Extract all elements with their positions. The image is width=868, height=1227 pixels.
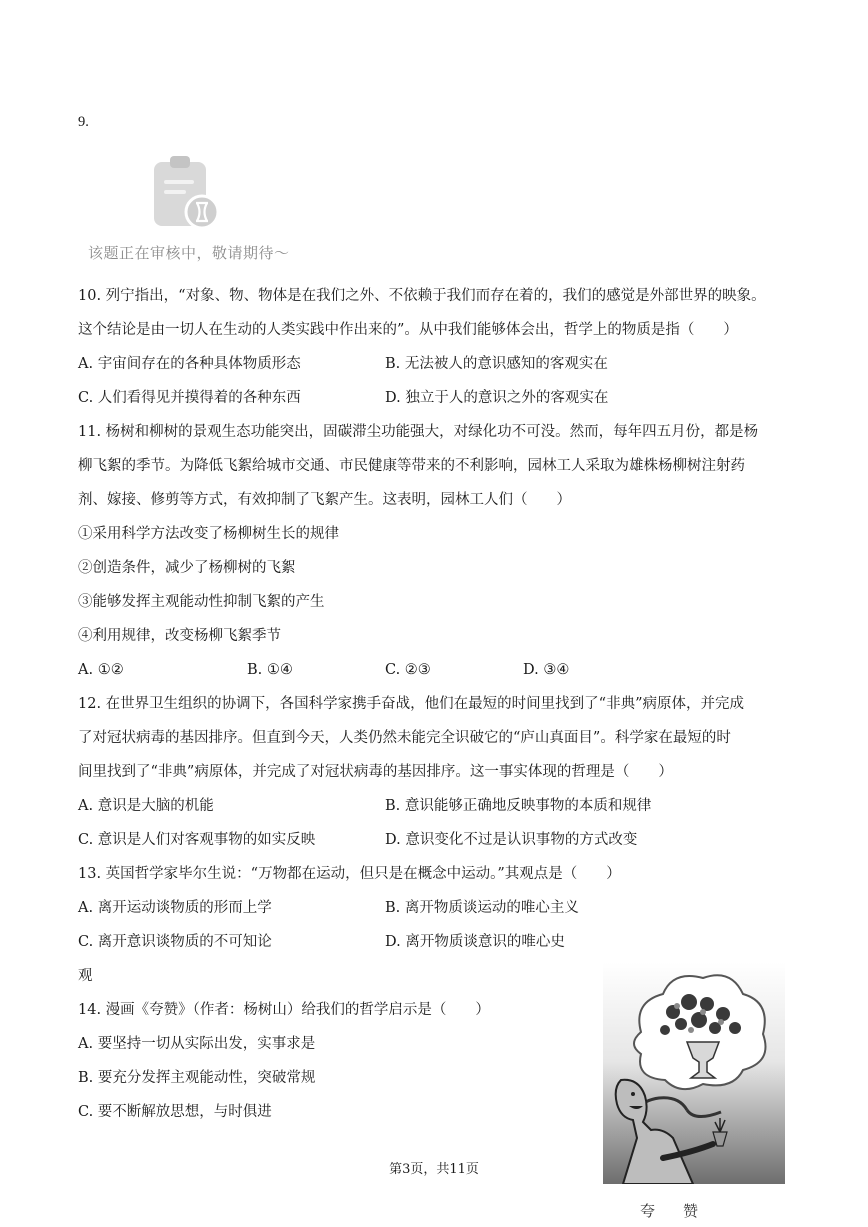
q11-option-b: B. ①④ [247,662,293,678]
q13-option-d-wrap: 观 [78,968,93,984]
q13-option-d: D. 离开物质谈意识的唯心史 [385,934,565,950]
q13-option-a: A. 离开运动谈物质的形而上学 [78,900,272,916]
q13-stem-line-1: 13. 英国哲学家毕尔生说：“万物都在运动，但只是在概念中运动。”其观点是（ ） [78,866,621,882]
q10-stem-line-1: 10. 列宁指出，“对象、物、物体是在我们之外、不依赖于我们而存在着的，我们的感觉是外部世界的映象。 [78,288,766,304]
q10-stem-line-2: 这个结论是由一切人在生动的人类实践中作出来的”。从中我们能够体会出，哲学上的物质是指（ ） [78,322,738,338]
q10-option-c: C. 人们看得见并摸得着的各种东西 [78,390,301,406]
q12-option-b: B. 意识能够正确地反映事物的本质和规律 [385,798,652,814]
q14-option-a: A. 要坚持一切从实际出发，实事求是 [78,1036,316,1052]
q11-option-c: C. ②③ [385,662,431,678]
q11-stem-line-3: 剂、嫁接、修剪等方式，有效抑制了飞絮产生。这表明，园林工人们（ ） [78,492,571,508]
q12-option-a: A. 意识是大脑的机能 [78,798,214,814]
q12-stem-line-3: 间里找到了“非典”病原体，并完成了对冠状病毒的基因排序。这一事实体现的哲理是（ ） [78,764,673,780]
q14-option-b: B. 要充分发挥主观能动性，突破常规 [78,1070,316,1086]
q11-statement-1: ①采用科学方法改变了杨柳树生长的规律 [78,526,339,542]
q12-stem-line-2: 了对冠状病毒的基因排序。但直到今天，人类仍然未能完全识破它的“庐山真面目”。科学家在最短的时 [78,730,731,746]
q11-option-a: A. ①② [78,662,124,678]
q13-option-b: B. 离开物质谈运动的唯心主义 [385,900,579,916]
q14-stem-line-1: 14. 漫画《夸赞》（作者：杨树山）给我们的哲学启示是（ ） [78,1002,490,1018]
q11-stem-line-1: 11. 杨树和柳树的景观生态功能突出，固碳滞尘功能强大，对绿化功不可没。然而，每年四五月份，都是杨 [78,424,759,440]
q9-number: 9. [78,114,89,130]
q10-option-b: B. 无法被人的意识感知的客观实在 [385,356,608,372]
q9-placeholder-text: 该题正在审核中，敬请期待～ [88,244,290,262]
q14-option-c: C. 要不断解放思想，与时俱进 [78,1104,272,1120]
page-number: 第3页，共11页 [389,1162,479,1177]
clipboard-hourglass-icon [148,152,218,232]
q11-statement-4: ④利用规律，改变杨柳飞絮季节 [78,628,281,644]
cartoon-illustration [603,962,785,1184]
q12-option-c: C. 意识是人们对客观事物的如实反映 [78,832,316,848]
q11-statement-2: ②创造条件，减少了杨柳树的飞絮 [78,560,296,576]
q10-option-d: D. 独立于人的意识之外的客观实在 [385,390,609,406]
q11-statement-3: ③能够发挥主观能动性抑制飞絮的产生 [78,594,325,610]
cartoon-caption: 夸赞 [640,1202,727,1220]
q11-stem-line-2: 柳飞絮的季节。为降低飞絮给城市交通、市民健康等带来的不利影响，园林工人采取为雄株杨柳树注射药 [78,458,745,474]
q12-option-d: D. 意识变化不过是认识事物的方式改变 [385,832,638,848]
q11-option-d: D. ③④ [523,662,570,678]
q10-option-a: A. 宇宙间存在的各种具体物质形态 [78,356,301,372]
q12-stem-line-1: 12. 在世界卫生组织的协调下，各国科学家携手奋战，他们在最短的时间里找到了“非典”病原体，并完成 [78,696,744,712]
q13-option-c: C. 离开意识谈物质的不可知论 [78,934,272,950]
